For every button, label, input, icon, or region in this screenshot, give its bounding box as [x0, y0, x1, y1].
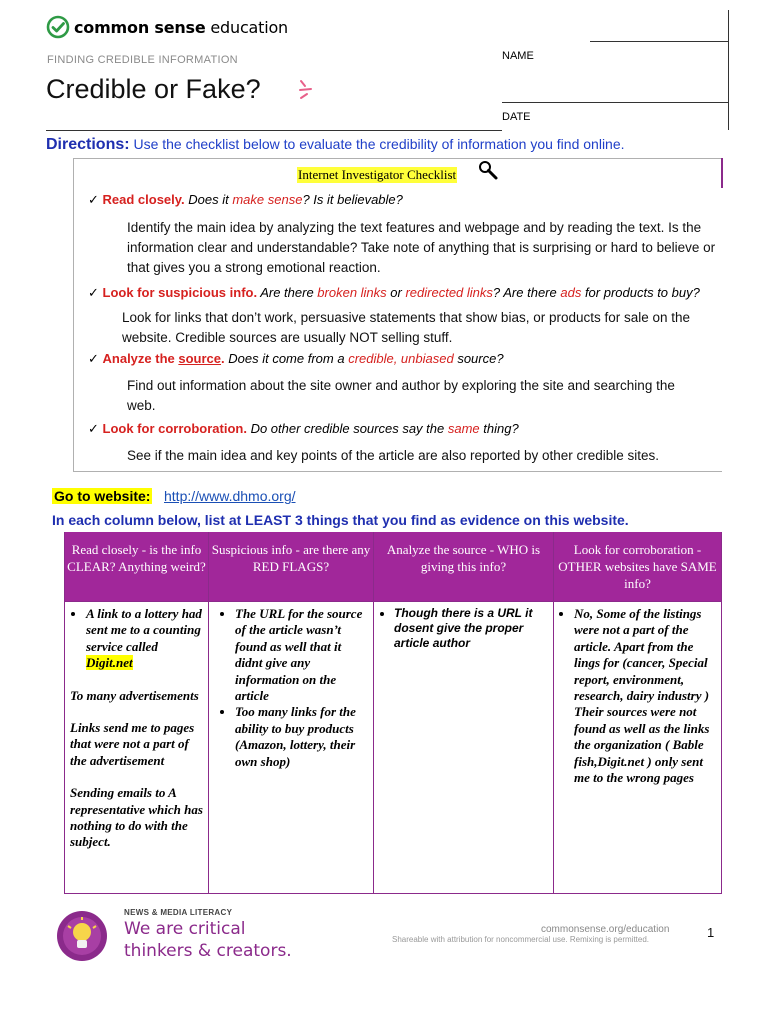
list-item: • Too many links for the ability to buy products (Amazon, lottery, their own shop) — [235, 704, 369, 770]
item-keyword: same — [447, 421, 480, 436]
item-question: thing? — [479, 421, 519, 436]
item-question: or — [386, 285, 406, 300]
column-divider — [553, 532, 554, 894]
brand-name: common sense — [74, 17, 206, 37]
directions-text: Use the checklist below to evaluate the credibility of information you find online. — [129, 136, 625, 152]
cell-note: Sending emails to A representative which has nothing to do with the subject. — [70, 785, 203, 850]
cell-note: To many advertisements — [70, 687, 199, 703]
item-lead: Read closely. — [102, 192, 185, 207]
list-item: • No, Some of the listings were not a part of the article. Apart from the lings for (cancer, Special report, environment, research, dairy industry ) Their sources were not found as well as the links the organization ( Bable fish,Digit.net ) only sent me to the wrong pages — [574, 606, 718, 786]
check-mark: ✓ — [88, 421, 103, 436]
checklist-item-body: Identify the main idea by analyzing the text features and webpage and by reading the text. Is the information clear and understandable? Take note of anything that is surprising or hard to believe or that gives you a strong emotional reaction. — [127, 220, 716, 275]
list-item: • A link to a lottery had sent me to a counting service called Digit.net — [86, 606, 204, 672]
check-mark: ✓ — [88, 351, 103, 366]
magnifier-icon — [478, 160, 500, 182]
sparkle-icon — [298, 78, 314, 100]
checklist-accent-bar — [721, 158, 723, 188]
table-header-read-closely: Read closely - is the info CLEAR? Anything weird? — [65, 532, 208, 602]
directions-label: Directions: — [46, 136, 130, 153]
checklist-item-corroboration — [88, 421, 519, 437]
checkmark-circle-icon — [46, 15, 70, 39]
brand-logo — [46, 14, 288, 40]
footer-license: Shareable with attribution for noncommercial use. Remixing is permitted. — [392, 935, 650, 944]
kicker: FINDING CREDIBLE INFORMATION — [47, 54, 238, 66]
page-title: Credible or Fake? — [46, 74, 261, 104]
table-header-corroboration: Look for corroboration - OTHER websites have SAME info? — [554, 532, 721, 602]
footer-slogan: We are critical thinkers & creators. — [124, 919, 292, 961]
item-keyword: make sense — [232, 192, 303, 207]
checklist-item-suspicious-info — [88, 285, 700, 301]
date-field-line[interactable] — [502, 102, 728, 103]
table-header-analyze-source: Analyze the source - WHO is giving this info? — [374, 532, 553, 602]
table-cell-analyze-source[interactable] — [378, 606, 548, 651]
title-underline — [46, 130, 502, 131]
directions — [46, 136, 625, 154]
cell-note: Links send me to pages that were not a part of the advertisement — [70, 720, 195, 768]
item-question: ? Is it believable? — [302, 192, 403, 207]
column-divider — [373, 532, 374, 894]
table-cell-corroboration[interactable] — [558, 606, 718, 786]
list-item: • The URL for the source of the article wasn’t found as well that it didnt give any information on the article — [235, 606, 369, 704]
item-question: ? Are there — [492, 285, 561, 300]
page-number: 1 — [707, 925, 715, 940]
checklist-title: Internet Investigator Checklist — [298, 167, 457, 182]
item-keyword: credible, unbiased — [348, 351, 454, 366]
brand-suffix: education — [210, 17, 288, 37]
check-mark: ✓ — [88, 285, 103, 300]
footer-label: NEWS & MEDIA LITERACY — [124, 908, 233, 917]
item-question: Do other credible sources say the — [246, 421, 448, 436]
checklist-item-body: Find out information about the site owner and author by exploring the site and searching the web. — [127, 378, 675, 413]
item-keyword: redirected links — [405, 285, 493, 300]
list-item: • Though there is a URL it dosent give the proper article author — [394, 606, 548, 651]
checklist-item-analyze-source — [88, 351, 504, 367]
name-label: NAME — [502, 50, 534, 62]
item-lead-underlined: source — [178, 351, 222, 366]
item-keyword: ads — [560, 285, 582, 300]
footer-site: commonsense.org/education — [541, 924, 670, 935]
highlighted-text: Digit.net — [86, 655, 133, 671]
table-cell-suspicious-info[interactable] — [219, 606, 369, 770]
item-question: source? — [453, 351, 504, 366]
go-to-website-label: Go to website: — [54, 488, 151, 504]
item-keyword: broken links — [317, 285, 387, 300]
checklist-item-body: Look for links that don’t work, persuasive statements that show bias, or products for sale on the website. Credible sources are usually NOT selling stuff. — [122, 310, 691, 345]
header-divider — [728, 10, 729, 130]
item-lead: Look for suspicious info. — [102, 285, 258, 300]
table-instruction: In each column below, list at LEAST 3 things that you find as evidence on this website. — [52, 512, 629, 528]
check-mark: ✓ — [88, 192, 103, 207]
checklist-item-body: See if the main idea and key points of the article are also reported by other credible sites. — [127, 448, 660, 463]
table-cell-read-closely[interactable] — [70, 606, 204, 851]
column-divider — [208, 532, 209, 894]
checklist-item-read-closely — [88, 192, 403, 208]
item-question: for products to buy? — [581, 285, 700, 300]
item-lead: Look for corroboration. — [102, 421, 247, 436]
name-field-line[interactable] — [590, 41, 728, 42]
item-question: Are there — [257, 285, 318, 300]
header-row-divider — [64, 601, 722, 602]
item-question: Does it come from a — [224, 351, 349, 366]
lightbulb-badge-icon — [56, 908, 108, 964]
item-question: Does it — [184, 192, 233, 207]
table-header-suspicious-info: Suspicious info - are there any RED FLAGS? — [209, 532, 373, 602]
date-label: DATE — [502, 111, 531, 123]
item-lead: Analyze the — [102, 351, 179, 366]
item-lead: . — [221, 351, 225, 366]
website-link[interactable]: http://www.dhmo.org/ — [164, 488, 296, 504]
